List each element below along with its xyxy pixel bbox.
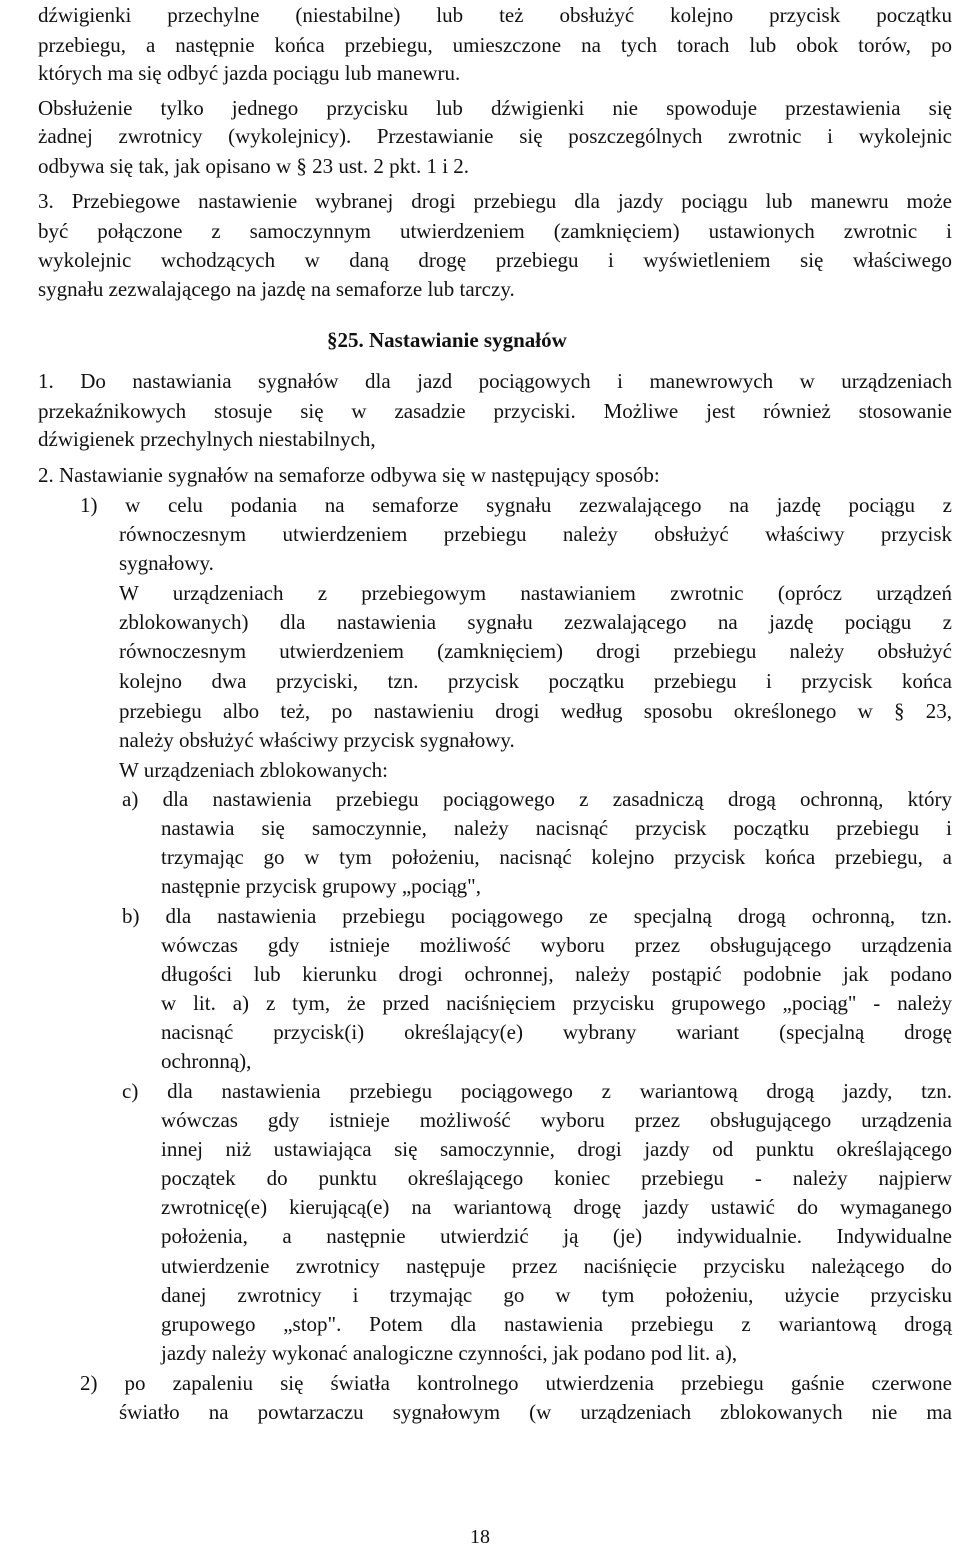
text-line: następnie przycisk grupowy „pociąg",: [161, 874, 481, 898]
text-line: długości lub kierunku drogi ochronnej, należy postąpić podobnie jak podano: [161, 962, 952, 986]
text-line: nacisnąć przycisk(i) określający(e) wybrany wariant (specjalną drogę: [161, 1020, 952, 1044]
text-line: W urządzeniach zblokowanych:: [119, 758, 388, 782]
text-line: odbywa się tak, jak opisano w § 23 ust. 2 pkt. 1 i 2.: [38, 154, 470, 178]
text-line: położenia, a następnie utwierdzić ją (je) indywidualnie. Indywidualne: [161, 1224, 952, 1248]
text-line: zwrotnicę(e) kierującą(e) na wariantową drogę jazdy ustawić do wymaganego: [161, 1195, 952, 1219]
text-line: przebiegu, a następnie końca przebiegu, umieszczone na tych torach lub obok torów, po: [38, 33, 952, 57]
text-line: dźwigienki przechylne (niestabilne) lub też obsłużyć kolejno przycisk początku: [38, 3, 952, 27]
text-line: żadnej zwrotnicy (wykolejnicy). Przestawianie się poszczególnych zwrotnic i wykolejnic: [38, 124, 952, 148]
text-line: 1. Do nastawiania sygnałów dla jazd pociągowych i manewrowych w urządzeniach: [38, 369, 952, 393]
text-line: danej zwrotnicy i trzymając go w tym położeniu, użycie przycisku: [161, 1283, 952, 1307]
section-heading: §25. Nastawianie sygnałów: [327, 328, 567, 352]
text-line: początek do punktu określającego koniec przebiegu - należy najpierw: [161, 1166, 952, 1190]
text-line: wówczas gdy istnieje możliwość wyboru przez obsługującego urządzenia: [161, 1108, 952, 1132]
text-line: przekaźnikowych stosuje się w zasadzie przyciski. Możliwe jest również stosowanie: [38, 399, 952, 423]
text-line: kolejno dwa przyciski, tzn. przycisk początku przebiegu i przycisk końca: [119, 669, 952, 693]
text-line: b) dla nastawienia przebiegu pociągowego ze specjalną drogą ochronną, tzn.: [122, 904, 952, 928]
text-line: światło na powtarzaczu sygnałowym (w urządzeniach zblokowanych nie ma: [119, 1400, 952, 1424]
text-line: 2. Nastawianie sygnałów na semaforze odbywa się w następujący sposób:: [38, 463, 660, 487]
page-number: 18: [470, 1526, 490, 1548]
text-line: równoczesnym utwierdzeniem (zamknięciem) drogi przebiegu należy obsłużyć: [119, 639, 952, 663]
text-line: równoczesnym utwierdzeniem przebiegu należy obsłużyć właściwy przycisk: [119, 522, 952, 546]
text-line: 3. Przebiegowe nastawienie wybranej drogi przebiegu dla jazdy pociągu lub manewru może: [38, 189, 952, 213]
text-line: 2) po zapaleniu się światła kontrolnego utwierdzenia przebiegu gaśnie czerwone: [80, 1371, 952, 1395]
text-line: należy obsłużyć właściwy przycisk sygnałowy.: [119, 728, 515, 752]
text-line: ochronną),: [161, 1049, 252, 1073]
text-line: wykolejnic wchodzących w daną drogę przebiegu i wyświetleniem się właściwego: [38, 248, 952, 272]
text-line: sygnału zezwalającego na jazdę na semaforze lub tarczy.: [38, 277, 515, 301]
text-line: zblokowanych) dla nastawienia sygnału zezwalającego na jazdę pociągu z: [119, 610, 952, 634]
text-line: sygnałowy.: [119, 551, 214, 575]
text-line: a) dla nastawienia przebiegu pociągowego z zasadniczą drogą ochronną, który: [122, 787, 952, 811]
text-line: innej niż ustawiająca się samoczynnie, drogi jazdy od punktu określającego: [161, 1137, 952, 1161]
text-line: Obsłużenie tylko jednego przycisku lub dźwigienki nie spowoduje przestawienia się: [38, 96, 952, 120]
text-line: w lit. a) z tym, że przed naciśnięciem przycisku grupowego „pociąg" - należy: [161, 991, 952, 1015]
text-line: c) dla nastawienia przebiegu pociągowego z wariantową drogą jazdy, tzn.: [122, 1079, 952, 1103]
text-line: trzymając go w tym położeniu, nacisnąć kolejno przycisk końca przebiegu, a: [161, 845, 952, 869]
text-line: nastawia się samoczynnie, należy nacisnąć przycisk początku przebiegu i: [161, 816, 952, 840]
text-line: 1) w celu podania na semaforze sygnału zezwalającego na jazdę pociągu z: [80, 493, 952, 517]
text-line: których ma się odbyć jazda pociągu lub manewru.: [38, 61, 461, 85]
text-line: grupowego „stop". Potem dla nastawienia przebiegu z wariantową drogą: [161, 1312, 952, 1336]
text-line: przebiegu albo też, po nastawieniu drogi według sposobu określonego w § 23,: [119, 699, 952, 723]
text-line: wówczas gdy istnieje możliwość wyboru przez obsługującego urządzenia: [161, 933, 952, 957]
text-line: jazdy należy wykonać analogiczne czynności, jak podano pod lit. a),: [161, 1341, 738, 1365]
text-line: dźwigienek przechylnych niestabilnych,: [38, 427, 376, 451]
text-line: W urządzeniach z przebiegowym nastawianiem zwrotnic (oprócz urządzeń: [119, 581, 952, 605]
text-line: być połączone z samoczynnym utwierdzeniem (zamknięciem) ustawionych zwrotnic i: [38, 219, 952, 243]
text-line: utwierdzenie zwrotnicy następuje przez naciśnięcie przycisku należącego do: [161, 1254, 952, 1278]
